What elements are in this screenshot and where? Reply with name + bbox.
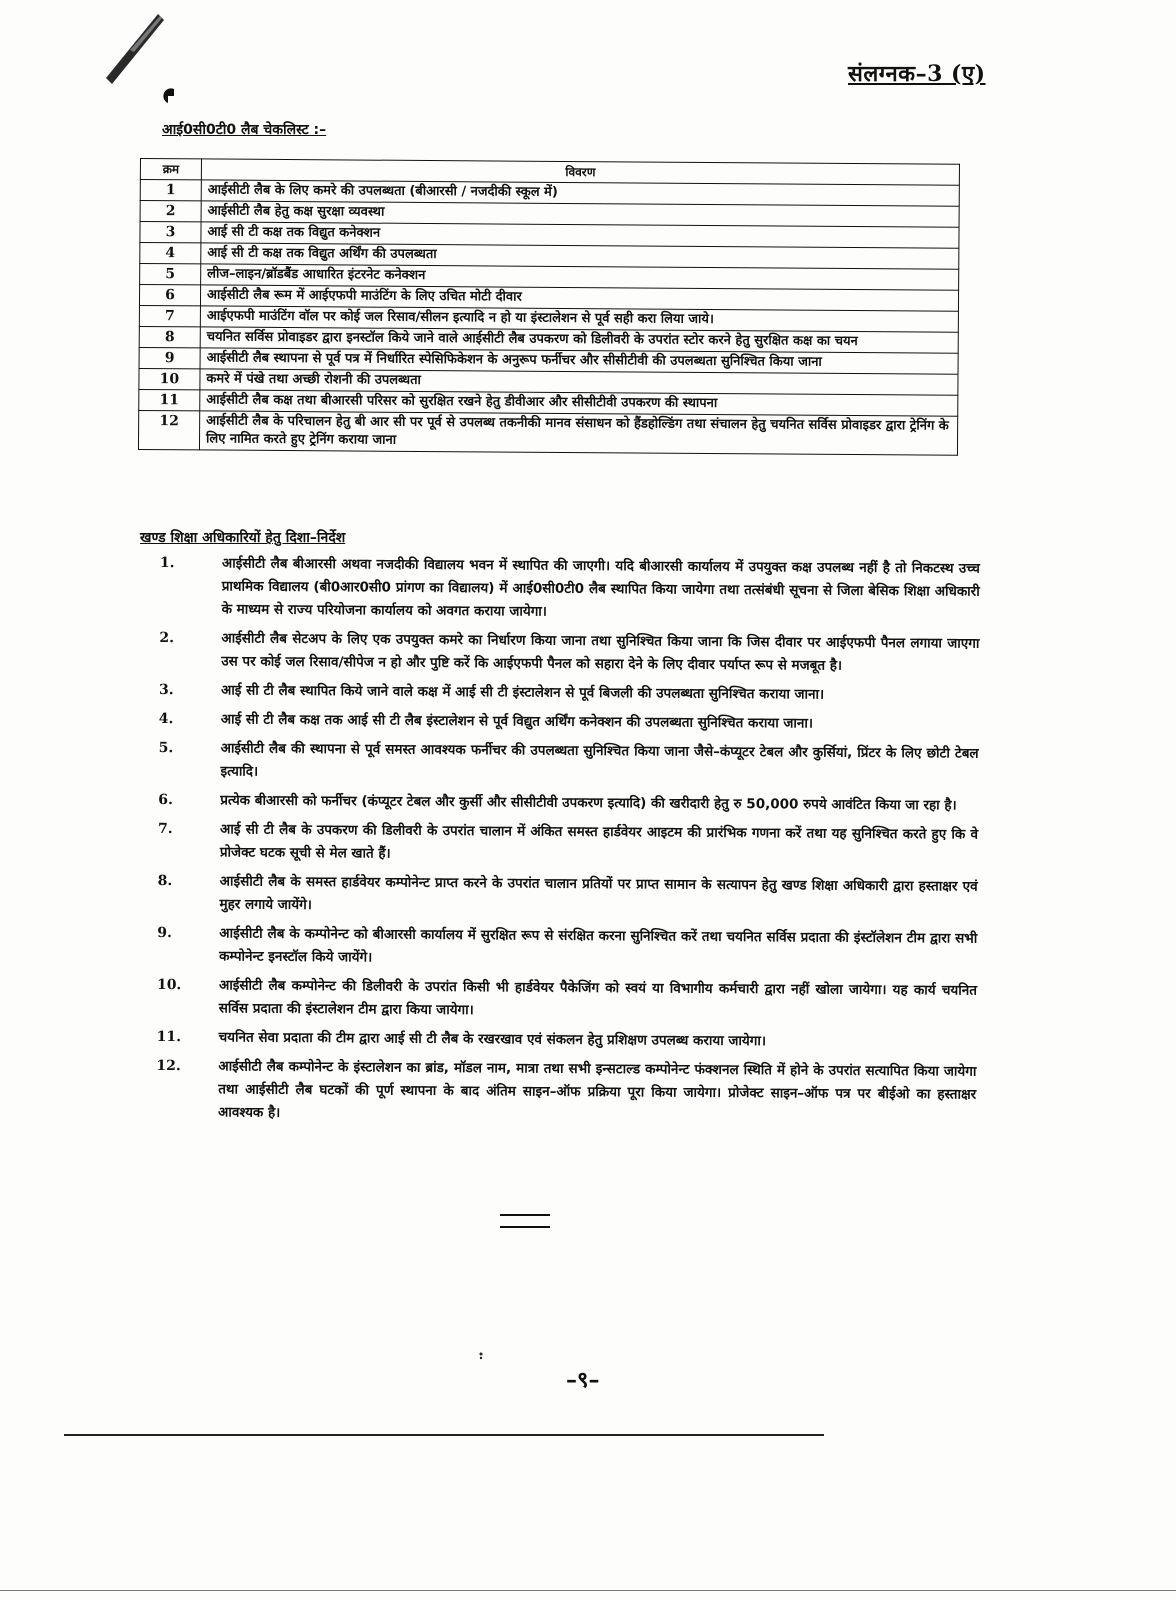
footer-divider <box>64 1434 824 1436</box>
list-item <box>156 1055 976 1130</box>
list-item <box>157 922 977 974</box>
item-text: आईसीटी लैब कम्पोनेन्ट की डिलीवरी के उपरांत किसी भी हार्डवेयर पैकेजिंग को स्वयं या विभागीय कर्मचारी द्वारा नहीं खोला जायेगा। यह कार्य चयनित सर्विस प्रदाता की इंस्टालेशन टीम द्वारा किया जायेगा। <box>218 977 978 1019</box>
item-text: आईसीटी लैब कम्पोनेन्ट के इंस्टालेशन का ब्रांड, मॉडल नाम, मात्रा तथा सभी इन्सटाल्ड कम्पोनेन्ट फंक्शनल स्थिति में होने के उपरांत सत्यापित किया जायेगा तथा आईसीटी लैब घटकों की पूर्ण स्थापना के बाद अंतिम साइन–ऑफ प्रक्रिया पूरा किया जायेगा। प्रोजेक्ट साइन–ऑफ पत्र पर बीईओ का हस्ताक्षर आवश्यक है। <box>218 1058 977 1121</box>
item-number: 12. <box>156 1057 181 1075</box>
guidelines-title: खण्ड शिक्षा अधिकारियों हेतु दिशा–निर्देश <box>140 530 346 546</box>
list-item <box>158 818 978 870</box>
list-item <box>157 1026 977 1055</box>
item-number: 9. <box>157 924 173 942</box>
row-description: आईसीटी लैब कक्ष तथा बीआरसी परिसर को सुरक्षित रखने हेतु डीवीआर और सीसीटीवी उपकरण की स्थापना <box>200 390 958 416</box>
item-number: 11. <box>156 1028 182 1046</box>
row-number: 8 <box>139 326 200 347</box>
item-text: आई सी टी लैब कक्ष तक आई सी टी लैब इंस्टालेशन से पूर्व विद्युत अर्थिंग कनेक्शन की उपलब्धता सुनिश्चित कराया जाना। <box>220 711 814 732</box>
row-description: आईसीटी लैब रूम में आईएफपी माउंटिंग के लिए उचित मोटी दीवार <box>200 285 958 311</box>
list-item <box>159 679 979 708</box>
column-header-num: क्रम <box>140 159 201 180</box>
item-number: 8. <box>157 872 173 890</box>
item-number: 2. <box>159 629 175 647</box>
page-number: –९– <box>566 1367 600 1393</box>
row-number: 4 <box>140 243 201 264</box>
list-item <box>157 974 977 1026</box>
item-text: आई सी टी लैब स्थापित किये जाने वाले कक्ष में आई सी टी इंस्टालेशन से पूर्व बिजली की उपलब्धता सुनिश्चित कराया जाना। <box>220 682 825 703</box>
checklist-table <box>138 158 960 456</box>
guidelines-list <box>156 552 980 1136</box>
row-number: 11 <box>139 389 200 410</box>
item-text: प्रत्येक बीआरसी को फर्नीचर (कंप्यूटर टेबल और कुर्सी और सीसीटीवी उपकरण इत्यादि) की खरीदारी हेतु रु 50,000 रुपये आवंटित किया जा रहा है। <box>220 792 957 814</box>
row-description: आईसीटी लैब हेतु कक्ष सुरक्षा व्यवस्था <box>201 201 959 227</box>
item-text: आईसीटी लैब बीआरसी अथवा नजदीकी विद्यालय भवन में स्थापित की जाएगी। यदि बीआरसी कार्यालय में उपयुक्त कक्ष उपलब्ध नहीं है तो निकटस्थ उच्च प्राथमिक विद्यालय (बी0आर0सी0 प्रांगण का विद्यालय) में आई0सी0टी0 लैब स्थापित किया जायेगा तथा तत्संबंधी सूचना से जिला बेसिक शिक्षा अधिकारी के माध्यम से राज्य परियोजना कार्यालय को अवगत कराया जायेगा। <box>221 555 980 620</box>
item-text: आई सी टी लैब के उपकरण की डिलीवरी के उपरांत चालान में अंकित समस्त हार्डवेयर आइटम की प्रारंभिक गणना करें तथा यह सुनिश्चित करते हुए कि वे प्रोजेक्ट घटक सूची से मेल खाते हैं। <box>219 821 979 862</box>
row-description: आईएफपी माउंटिंग वॉल पर कोई जल रिसाव/सीलन इत्यादि न हो या इंस्टालेशन से पूर्व सही करा लिया जाये। <box>200 306 958 332</box>
row-number: 5 <box>140 264 201 285</box>
list-item <box>160 552 980 627</box>
row-description: चयनित सर्विस प्रोवाइडर द्वारा इनस्टॉल किये जाने वाले आईसीटी लैब उपकरण को डिलीवरी के उपरांत स्टोर करने हेतु सुरक्षित कक्ष का चयन <box>200 327 958 353</box>
row-number: 1 <box>140 180 201 201</box>
scan-smudge-mark <box>100 6 170 86</box>
speck-mark <box>478 1352 484 1360</box>
row-number: 12 <box>138 410 199 449</box>
row-description: आईसीटी लैब स्थापना से पूर्व पत्र में निर्धारित स्पेसिफिकेशन के अनुरूप फर्नीचर और सीसीटीवी की उपलब्धता सुनिश्चित किया जाना <box>200 348 958 374</box>
item-number: 3. <box>158 681 174 699</box>
list-item <box>158 737 978 789</box>
item-text: आईसीटी लैब की स्थापना से पूर्व समस्त आवश्यक फर्नीचर की उपलब्धता सुनिश्चित किया जाना जैसे–कंप्यूटर टेबल और कुर्सियां, प्रिंटर के लिए छोटी टेबल इत्यादि। <box>220 740 979 780</box>
row-number: 6 <box>139 285 200 306</box>
item-number: 1. <box>159 554 175 572</box>
page-edge-line <box>0 1590 1176 1591</box>
section-end-divider <box>500 1214 550 1228</box>
row-number: 7 <box>139 305 200 326</box>
column-header-description: विवरण <box>201 159 959 185</box>
row-number: 3 <box>140 222 201 243</box>
hole-punch-mark <box>160 86 178 104</box>
item-number: 5. <box>158 739 174 757</box>
item-number: 4. <box>158 710 174 728</box>
row-description: आईसीटी लैब के लिए कमरे की उपलब्धता (बीआरसी / नजदीकी स्कूल में) <box>201 180 959 206</box>
row-number: 10 <box>139 368 200 389</box>
row-number: 9 <box>139 347 200 368</box>
row-description: लीज–लाइन/ब्रॉडबैंड आधारित इंटरनेट कनेक्शन <box>201 264 959 290</box>
row-description: आई सी टी कक्ष तक विद्युत कनेक्शन <box>201 222 959 248</box>
row-number: 2 <box>140 201 201 222</box>
annex-label: संलग्नक–3 (ए) <box>848 61 986 87</box>
table-row <box>138 410 957 455</box>
list-item <box>158 789 978 818</box>
list-item <box>159 708 979 737</box>
list-item <box>157 870 977 922</box>
item-number: 6. <box>158 791 173 809</box>
row-description: आई सी टी कक्ष तक विद्युत अर्थिंग की उपलब्धता <box>201 243 959 269</box>
item-text: आईसीटी लैब के समस्त हार्डवेयर कम्पोनेन्ट प्राप्त करने के उपरांत चालान प्रतियों पर प्राप्त सामान के सत्यापन हेतु खण्ड शिक्षा अधिकारी द्वारा हस्ताक्षर एवं मुहर लगाये जायेंगे। <box>219 873 978 914</box>
row-description: आईसीटी लैब के परिचालन हेतु बी आर सी पर पूर्व से उपलब्ध तकनीकी मानव संसाधन को हैंडहोल्डिंग तथा संचालन हेतु चयनित सर्विस प्रोवाइडर द्वारा ट्रेनिंग के लिए नामित करते हुए ट्रेनिंग कराया जाना <box>199 411 957 455</box>
item-text: आईसीटी लैब के कम्पोनेन्ट को बीआरसी कार्यालय में सुरक्षित रूप से संरक्षित करना सुनिश्चित करें तथा चयनित सर्विस प्रदाता की इंस्टॉलेशन टीम द्वारा सभी कम्पोनेन्ट इनस्टॉल किये जायेंगे। <box>219 925 978 966</box>
item-number: 7. <box>158 820 173 838</box>
row-description: कमरे में पंखे तथा अच्छी रोशनी की उपलब्धता <box>200 369 958 395</box>
item-text: चयनित सेवा प्रदाता की टीम द्वारा आई सी टी लैब के रखरखाव एवं संकलन हेतु प्रशिक्षण उपलब्ध कराया जायेगा। <box>218 1029 767 1050</box>
list-item <box>159 627 979 679</box>
item-number: 10. <box>156 976 182 994</box>
checklist-title: आई0सी0टी0 लैब चेकलिस्ट :– <box>162 122 327 138</box>
item-text: आईसीटी लैब सेटअप के लिए एक उपयुक्त कमरे का निर्धारण किया जाना तथा सुनिश्चित किया जाना कि जिस दीवार पर आईएफपी पैनल लगाया जाएगा उस पर कोई जल रिसाव/सीपेज न हो और पुष्टि करें कि आईएफपी पैनल को सहारा देने के लिए दीवार पर्याप्त रूप से मजबूत है। <box>221 630 980 674</box>
